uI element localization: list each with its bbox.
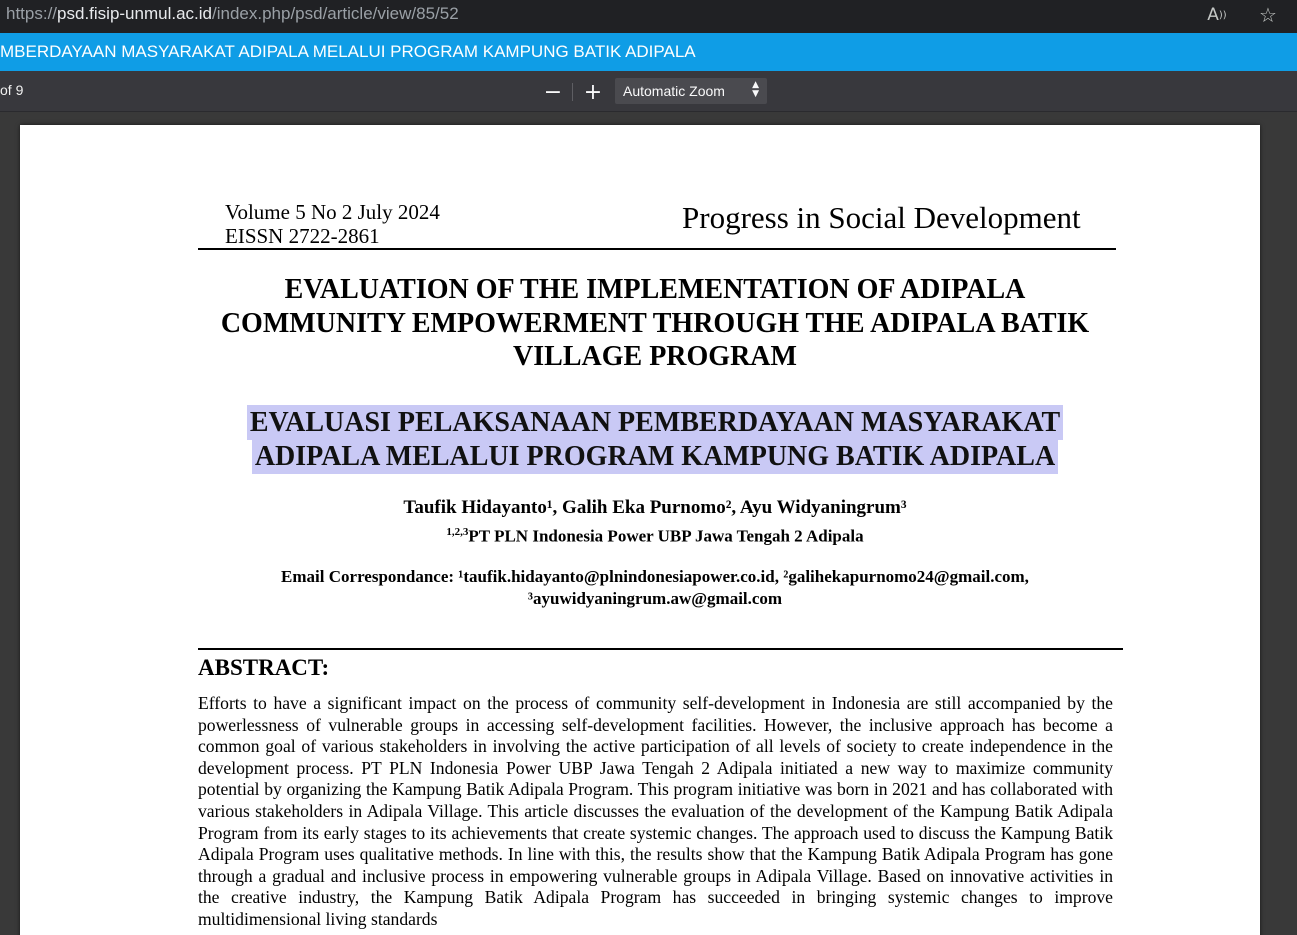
title-en-line: VILLAGE PROGRAM: [513, 341, 797, 372]
chevron-updown-icon: ▲ ▼: [752, 80, 759, 99]
read-aloud-icon[interactable]: A )): [1207, 5, 1227, 25]
paper-title-english: [190, 273, 1120, 374]
document-title-bar: [0, 33, 1297, 71]
zoom-in-button[interactable]: +: [583, 79, 603, 105]
paper-affiliation: [190, 522, 1120, 547]
journal-eissn: EISSN 2722-2861: [225, 224, 380, 248]
paper-authors: Taufik Hidayanto¹, Galih Eka Purnomo², Ayu Widyaningrum³: [403, 497, 907, 518]
star-icon[interactable]: ☆: [1259, 3, 1277, 27]
email-line: Email Correspondance: ¹taufik.hidayanto@plnindonesiapower.co.id, ²galihekapurnomo24@gmail.com,: [281, 567, 1029, 586]
title-id-line-selected[interactable]: EVALUASI PELAKSANAAN PEMBERDAYAAN MASYARAKAT: [247, 405, 1063, 440]
journal-volume-block: [225, 200, 440, 248]
zoom-select[interactable]: [615, 78, 767, 104]
pdf-viewer[interactable]: [0, 112, 1297, 935]
abstract-text: Efforts to have a significant impact on the process of community self-development in Indonesia are still accompanied by the powerlessness of vulnerable groups in accessing self-development facilities. However, the inclusive approach has become a common goal of various stakeholders in involving the active participation of all levels of society to create independence in the development process. PT PLN Indonesia Power UBP Jawa Tengah 2 Adipala initiated a new way to maximize community potential by organizing the Kampung Batik Adipala Program. This program initiative was born in 2021 and has collaborated with various stakeholders in Adipala Village. This article discusses the evaluation of the development of the Kampung Batik Adipala Program from its early stages to its achievements that create systemic changes. The approach used to discuss the Kampung Batik Adipala Program uses qualitative methods. In line with this, the results show that the Kampung Batik Adipala Program has gone through a gradual and inclusive process in empowering vulnerable groups in Adipala Village. Based on innovative activities in the creative industry, the Kampung Batik Adipala Program has succeeded in bringing systemic changes to improve multidimensional living standards: [198, 693, 1113, 929]
zoom-out-button[interactable]: −: [543, 79, 563, 105]
url-host: psd.fisip-unmul.ac.id: [57, 4, 212, 23]
address-bar[interactable]: [0, 0, 1297, 33]
url-protocol: https://: [6, 4, 58, 23]
paper-emails: [190, 566, 1120, 610]
pdf-page: [20, 125, 1260, 935]
title-id-line-selected[interactable]: ADIPALA MELALUI PROGRAM KAMPUNG BATIK ADIPALA: [252, 439, 1058, 474]
title-en-line: COMMUNITY EMPOWERMENT THROUGH THE ADIPALA BATIK: [220, 307, 1090, 339]
toolbar-separator: [572, 83, 573, 101]
abstract-rule: [198, 648, 1123, 650]
zoom-select-value: Automatic Zoom: [623, 83, 725, 99]
page-count: of 9: [0, 82, 24, 98]
url-path: /index.php/psd/article/view/85/52: [212, 4, 459, 23]
document-title: MBERDAYAAN MASYARAKAT ADIPALA MELALUI PROGRAM KAMPUNG BATIK ADIPALA: [0, 42, 696, 61]
header-rule: [198, 248, 1116, 250]
affiliation-text: PT PLN Indonesia Power UBP Jawa Tengah 2 Adipala: [468, 526, 864, 546]
paper-title-indonesian[interactable]: [190, 406, 1120, 474]
url-field[interactable]: [6, 4, 459, 24]
abstract-heading: ABSTRACT:: [198, 655, 330, 680]
affiliation-superscript: 1,2,3: [446, 526, 469, 538]
journal-volume: Volume 5 No 2 July 2024: [225, 200, 440, 224]
journal-name: Progress in Social Development: [682, 200, 1081, 235]
title-en-line: EVALUATION OF THE IMPLEMENTATION OF ADIPALA: [284, 274, 1026, 305]
pdf-toolbar: [0, 71, 1297, 112]
email-line: ³ayuwidyaningrum.aw@gmail.com: [527, 589, 783, 608]
